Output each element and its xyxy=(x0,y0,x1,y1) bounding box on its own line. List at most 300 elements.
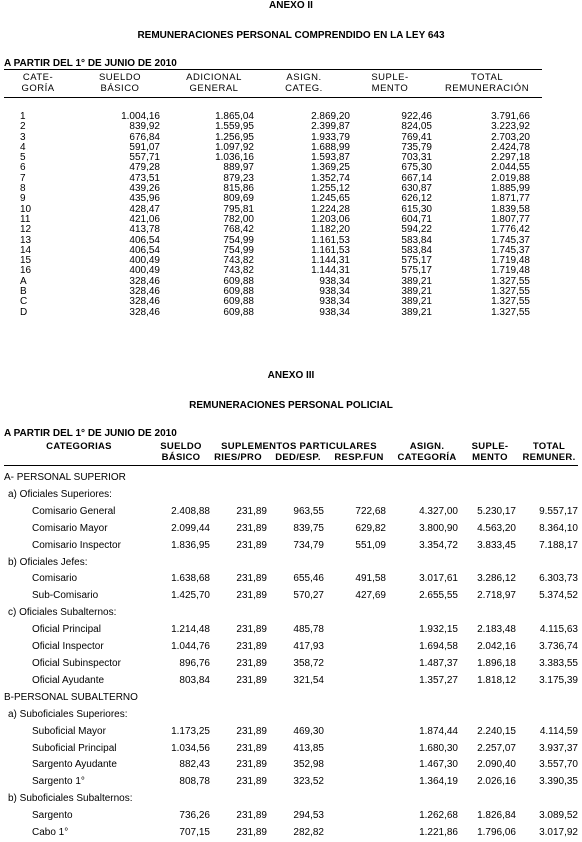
cell-riesgo xyxy=(210,690,267,707)
cell-total: 2.424,78 xyxy=(491,141,530,153)
cell-suple: 389,21 xyxy=(401,275,432,287)
cell-adicional: 768,42 xyxy=(223,224,254,236)
cell-categoria: 3 xyxy=(20,131,26,143)
table-row xyxy=(4,724,578,741)
cell-total xyxy=(516,791,578,808)
cell-respfun xyxy=(324,639,386,656)
cell-suple: 389,21 xyxy=(401,306,432,318)
cell-categoria: 14 xyxy=(20,244,32,256)
cell-sueldo: 2.099,44 xyxy=(171,522,210,534)
cell-dedicacion xyxy=(267,555,324,572)
cell-categoria: D xyxy=(20,306,28,318)
cell-sueldo xyxy=(154,555,210,572)
cell-suple xyxy=(458,707,516,724)
cell-categoria: Oficial Ayudante xyxy=(32,674,105,686)
table-row xyxy=(4,639,578,656)
cell-asign: 3.800,90 xyxy=(419,522,458,534)
cell-categoria: 2 xyxy=(20,121,26,133)
cell-sueldo: 406,54 xyxy=(129,244,160,256)
cell-respfun xyxy=(324,673,386,690)
cell-total: 3.383,55 xyxy=(539,657,578,669)
cell-adicional: 609,88 xyxy=(223,306,254,318)
cell-suple: 2.718,97 xyxy=(477,590,516,602)
cell-sueldo: 421,06 xyxy=(129,213,160,225)
cell-suple xyxy=(458,690,516,707)
cell-dedicacion xyxy=(267,605,324,622)
cell-asign: 1.144,31 xyxy=(311,265,350,277)
cell-categoria: B-PERSONAL SUBALTERNO xyxy=(4,691,138,703)
cell-total: 3.390,35 xyxy=(539,776,578,788)
cell-suple: 389,21 xyxy=(401,296,432,308)
cell-total: 4.114,59 xyxy=(539,725,578,737)
cell-asign: 1.593,87 xyxy=(311,152,350,164)
cell-sueldo: 803,84 xyxy=(179,674,210,686)
cell-respfun xyxy=(324,470,386,487)
cell-asign: 1.352,74 xyxy=(311,172,350,184)
anexo3-header-rule xyxy=(4,465,578,466)
cell-asign: 1.161,53 xyxy=(311,234,350,246)
cell-dedicacion: 282,82 xyxy=(293,827,324,839)
table-row xyxy=(4,757,578,774)
cell-suple xyxy=(458,605,516,622)
cell-sueldo: 707,15 xyxy=(179,827,210,839)
anexo3-header-cat: CATEGORIAS xyxy=(46,441,112,452)
cell-asign: 1.688,99 xyxy=(311,141,350,153)
cell-dedicacion xyxy=(267,707,324,724)
cell-sueldo: 328,46 xyxy=(129,275,160,287)
cell-adicional: 609,88 xyxy=(223,286,254,298)
table-row xyxy=(4,521,578,538)
cell-adicional: 1.865,04 xyxy=(215,111,254,122)
cell-riesgo xyxy=(210,555,267,572)
cell-categoria: Sargento xyxy=(32,810,73,822)
cell-adicional: 795,81 xyxy=(223,203,254,215)
table-row xyxy=(20,308,530,318)
cell-total: 1.327,55 xyxy=(491,286,530,298)
section-row xyxy=(4,555,578,572)
table-row xyxy=(4,588,578,605)
cell-adicional: 782,00 xyxy=(223,213,254,225)
anexo2-top-rule xyxy=(4,69,542,70)
cell-asign xyxy=(386,487,458,504)
cell-sueldo: 676,84 xyxy=(129,131,160,143)
cell-adicional: 609,88 xyxy=(223,275,254,287)
cell-dedicacion: 839,75 xyxy=(293,522,324,534)
table-row xyxy=(4,741,578,758)
cell-respfun xyxy=(324,808,386,825)
cell-suple: 583,84 xyxy=(401,234,432,246)
cell-asign: 1.262,68 xyxy=(419,810,458,822)
section-row xyxy=(4,690,578,707)
cell-respfun xyxy=(324,487,386,504)
cell-dedicacion: 323,52 xyxy=(293,776,324,788)
cell-total: 9.557,17 xyxy=(539,505,578,517)
cell-adicional: 754,99 xyxy=(223,244,254,256)
anexo2-header-asign: ASIGN. CATEG. xyxy=(285,72,323,94)
cell-total: 1.327,55 xyxy=(491,296,530,308)
cell-adicional: 743,82 xyxy=(223,255,254,267)
cell-asign: 938,34 xyxy=(319,296,350,308)
cell-respfun xyxy=(324,724,386,741)
cell-riesgo: 231,89 xyxy=(236,590,267,602)
cell-sueldo xyxy=(154,470,210,487)
cell-asign: 938,34 xyxy=(319,275,350,287)
cell-total: 1.327,55 xyxy=(491,306,530,318)
section-row xyxy=(4,470,578,487)
cell-asign: 1.182,20 xyxy=(311,224,350,236)
cell-categoria: C xyxy=(20,296,28,308)
cell-dedicacion: 963,55 xyxy=(293,505,324,517)
anexo3-header-riesgo: RIES/PRO xyxy=(214,452,262,463)
cell-riesgo: 231,89 xyxy=(236,725,267,737)
cell-categoria: 9 xyxy=(20,193,26,205)
cell-riesgo: 231,89 xyxy=(236,641,267,653)
cell-suple: 675,30 xyxy=(401,162,432,174)
cell-asign: 1.161,53 xyxy=(311,244,350,256)
table-row xyxy=(4,656,578,673)
cell-respfun xyxy=(324,656,386,673)
cell-sueldo xyxy=(154,605,210,622)
table-row xyxy=(20,297,530,307)
cell-categoria: c) Oficiales Subalternos: xyxy=(8,607,117,619)
cell-dedicacion xyxy=(267,690,324,707)
cell-categoria: Oficial Subinspector xyxy=(32,657,121,669)
anexo2-date-label: A PARTIR DEL 1° DE JUNIO DE 2010 xyxy=(4,58,177,69)
anexo2-header-sueldo: SUELDO BÁSICO xyxy=(98,72,142,94)
cell-riesgo xyxy=(210,707,267,724)
cell-adicional: 1.559,95 xyxy=(215,121,254,133)
anexo3-title: ANEXO III xyxy=(267,370,315,381)
cell-sueldo: 2.408,88 xyxy=(171,505,210,517)
table-row xyxy=(20,205,530,215)
cell-riesgo: 231,89 xyxy=(236,674,267,686)
cell-suple: 824,05 xyxy=(401,121,432,133)
cell-asign: 1.203,06 xyxy=(311,213,350,225)
cell-total: 6.303,73 xyxy=(539,573,578,585)
cell-total: 3.175,39 xyxy=(539,674,578,686)
cell-total: 3.223,92 xyxy=(491,121,530,133)
cell-categoria: 7 xyxy=(20,172,26,184)
cell-total: 1.327,55 xyxy=(491,275,530,287)
table-row xyxy=(20,236,530,246)
cell-sueldo: 591,07 xyxy=(129,141,160,153)
table-row xyxy=(20,163,530,173)
cell-asign: 2.655,55 xyxy=(419,590,458,602)
cell-riesgo xyxy=(210,605,267,622)
cell-asign: 1.364,19 xyxy=(419,776,458,788)
cell-adicional: 815,86 xyxy=(223,183,254,195)
cell-dedicacion xyxy=(267,791,324,808)
cell-categoria: Sargento 1° xyxy=(32,776,85,788)
cell-dedicacion: 734,79 xyxy=(293,539,324,551)
cell-respfun: 427,69 xyxy=(355,590,386,602)
cell-suple: 575,17 xyxy=(401,265,432,277)
cell-sueldo: 413,78 xyxy=(129,224,160,236)
cell-categoria: A xyxy=(20,275,27,287)
cell-sueldo xyxy=(154,690,210,707)
cell-dedicacion: 469,30 xyxy=(293,725,324,737)
cell-categoria: Suboficial Mayor xyxy=(32,725,106,737)
cell-sueldo: 557,71 xyxy=(129,152,160,164)
cell-total: 2.703,20 xyxy=(491,131,530,143)
table-row xyxy=(20,143,530,153)
table-row xyxy=(4,571,578,588)
cell-total: 3.937,37 xyxy=(539,742,578,754)
cell-asign: 1.932,15 xyxy=(419,624,458,636)
table-row xyxy=(4,808,578,825)
cell-sueldo xyxy=(154,791,210,808)
cell-respfun: 629,82 xyxy=(355,522,386,534)
cell-riesgo: 231,89 xyxy=(236,759,267,771)
cell-suple: 594,22 xyxy=(401,224,432,236)
anexo2-header-rule xyxy=(4,97,542,98)
cell-suple: 2.042,16 xyxy=(477,641,516,653)
cell-asign: 1.467,30 xyxy=(419,759,458,771)
cell-total: 2.044,55 xyxy=(491,162,530,174)
cell-adicional: 754,99 xyxy=(223,234,254,246)
cell-respfun xyxy=(324,690,386,707)
cell-sueldo: 736,26 xyxy=(179,810,210,822)
cell-riesgo: 231,89 xyxy=(236,742,267,754)
cell-suple: 667,14 xyxy=(401,172,432,184)
cell-riesgo: 231,89 xyxy=(236,776,267,788)
anexo2-header-total: TOTAL REMUNERACIÓN xyxy=(444,72,530,94)
cell-total: 3.557,70 xyxy=(539,759,578,771)
cell-dedicacion: 413,85 xyxy=(293,742,324,754)
cell-categoria: A- PERSONAL SUPERIOR xyxy=(4,472,126,483)
cell-suple: 769,41 xyxy=(401,131,432,143)
cell-asign: 1.245,65 xyxy=(311,193,350,205)
cell-categoria: b) Oficiales Jefes: xyxy=(8,556,88,568)
table-row xyxy=(20,112,530,122)
cell-total: 2.297,18 xyxy=(491,152,530,164)
cell-riesgo xyxy=(210,487,267,504)
cell-asign: 938,34 xyxy=(319,306,350,318)
section-row xyxy=(4,791,578,808)
cell-categoria: Comisario General xyxy=(32,505,116,517)
cell-sueldo xyxy=(154,707,210,724)
cell-respfun xyxy=(324,741,386,758)
cell-total: 1.807,77 xyxy=(491,213,530,225)
cell-categoria: Suboficial Principal xyxy=(32,742,117,754)
cell-riesgo: 231,89 xyxy=(236,505,267,517)
anexo3-header-total: TOTAL REMUNER. xyxy=(522,441,576,463)
cell-sueldo: 1.004,16 xyxy=(121,111,160,122)
cell-suple: 703,31 xyxy=(401,152,432,164)
cell-suple xyxy=(458,555,516,572)
cell-sueldo: 439,26 xyxy=(129,183,160,195)
cell-sueldo: 882,43 xyxy=(179,759,210,771)
cell-suple: 575,17 xyxy=(401,255,432,267)
cell-suple xyxy=(458,470,516,487)
cell-categoria: Cabo 1° xyxy=(32,827,69,839)
cell-categoria: 12 xyxy=(20,224,32,236)
cell-respfun xyxy=(324,774,386,791)
cell-sueldo: 400,49 xyxy=(129,255,160,267)
table-row xyxy=(20,133,530,143)
cell-total: 1.776,42 xyxy=(491,224,530,236)
cell-adicional: 889,97 xyxy=(223,162,254,174)
cell-sueldo: 428,47 xyxy=(129,203,160,215)
cell-adicional: 609,88 xyxy=(223,296,254,308)
cell-suple: 2.090,40 xyxy=(477,759,516,771)
table-row xyxy=(20,225,530,235)
cell-adicional: 879,23 xyxy=(223,172,254,184)
cell-suple xyxy=(458,487,516,504)
section-row xyxy=(4,487,578,504)
cell-sueldo: 1.034,56 xyxy=(171,742,210,754)
cell-riesgo: 231,89 xyxy=(236,573,267,585)
cell-total: 5.374,52 xyxy=(539,590,578,602)
anexo2-title: ANEXO II xyxy=(269,0,313,11)
cell-asign: 3.354,72 xyxy=(419,539,458,551)
table-row xyxy=(20,256,530,266)
cell-suple: 1.826,84 xyxy=(477,810,516,822)
cell-sueldo: 328,46 xyxy=(129,306,160,318)
cell-total: 1.745,37 xyxy=(491,234,530,246)
section-row xyxy=(4,707,578,724)
cell-total xyxy=(516,487,578,504)
cell-suple: 1.796,06 xyxy=(477,827,516,839)
table-row xyxy=(4,504,578,521)
cell-asign: 1.221,86 xyxy=(419,827,458,839)
cell-sueldo: 435,96 xyxy=(129,193,160,205)
cell-dedicacion: 358,72 xyxy=(293,657,324,669)
cell-total: 1.745,37 xyxy=(491,244,530,256)
cell-categoria: 13 xyxy=(20,234,32,246)
cell-categoria: Comisario Inspector xyxy=(32,539,121,551)
cell-total xyxy=(516,605,578,622)
cell-riesgo: 231,89 xyxy=(236,657,267,669)
cell-adicional: 809,69 xyxy=(223,193,254,205)
cell-suple: 2.240,15 xyxy=(477,725,516,737)
cell-asign: 938,34 xyxy=(319,286,350,298)
table-row xyxy=(20,122,530,132)
anexo3-subtitle: REMUNERACIONES PERSONAL POLICIAL xyxy=(189,400,393,411)
cell-suple: 2.026,16 xyxy=(477,776,516,788)
table-row xyxy=(4,673,578,690)
cell-sueldo: 896,76 xyxy=(179,657,210,669)
cell-total: 3.089,52 xyxy=(539,810,578,822)
cell-respfun xyxy=(324,757,386,774)
cell-asign: 4.327,00 xyxy=(419,505,458,517)
cell-adicional: 1.097,92 xyxy=(215,141,254,153)
cell-total: 1.839,58 xyxy=(491,203,530,215)
cell-total: 1.719,48 xyxy=(491,265,530,277)
cell-suple: 4.563,20 xyxy=(477,522,516,534)
cell-adicional: 743,82 xyxy=(223,265,254,277)
cell-categoria: Comisario xyxy=(32,573,78,585)
cell-sueldo: 1.214,48 xyxy=(171,624,210,636)
cell-categoria: Sargento Ayudante xyxy=(32,759,117,771)
cell-asign: 2.399,87 xyxy=(311,121,350,133)
cell-asign: 1.680,30 xyxy=(419,742,458,754)
cell-categoria: 8 xyxy=(20,183,26,195)
cell-categoria: 15 xyxy=(20,255,32,267)
cell-dedicacion: 352,98 xyxy=(293,759,324,771)
cell-asign xyxy=(386,605,458,622)
cell-asign: 1.144,31 xyxy=(311,255,350,267)
cell-suple: 1.896,18 xyxy=(477,657,516,669)
cell-total: 3.791,66 xyxy=(491,111,530,122)
cell-categoria: B xyxy=(20,286,27,298)
cell-categoria: 6 xyxy=(20,162,26,174)
table-row xyxy=(4,622,578,639)
cell-asign: 1.874,44 xyxy=(419,725,458,737)
cell-respfun: 491,58 xyxy=(355,573,386,585)
cell-sueldo: 1.638,68 xyxy=(171,573,210,585)
cell-riesgo: 231,89 xyxy=(236,522,267,534)
anexo2-header-adicional: ADICIONAL GENERAL xyxy=(186,72,242,94)
cell-asign xyxy=(386,555,458,572)
cell-sueldo: 1.044,76 xyxy=(171,641,210,653)
table-row xyxy=(20,184,530,194)
table-row xyxy=(20,215,530,225)
cell-total xyxy=(516,470,578,487)
cell-categoria: 1 xyxy=(20,111,26,122)
cell-total: 3.736,74 xyxy=(539,641,578,653)
table-row xyxy=(20,153,530,163)
cell-respfun xyxy=(324,605,386,622)
cell-suple: 626,12 xyxy=(401,193,432,205)
cell-categoria: b) Suboficiales Subalternos: xyxy=(8,793,133,805)
cell-total: 1.885,99 xyxy=(491,183,530,195)
cell-sueldo: 1.836,95 xyxy=(171,539,210,551)
cell-dedicacion xyxy=(267,487,324,504)
cell-asign: 1.369,25 xyxy=(311,162,350,174)
cell-riesgo: 231,89 xyxy=(236,624,267,636)
cell-categoria: 10 xyxy=(20,203,32,215)
section-row xyxy=(4,605,578,622)
cell-asign xyxy=(386,470,458,487)
cell-respfun: 722,68 xyxy=(355,505,386,517)
cell-asign: 2.869,20 xyxy=(311,111,350,122)
cell-sueldo: 406,54 xyxy=(129,234,160,246)
table-row xyxy=(4,774,578,791)
cell-categoria: 4 xyxy=(20,141,26,153)
cell-total: 4.115,63 xyxy=(539,624,578,636)
anexo3-date-label: A PARTIR DEL 1° DE JUNIO DE 2010 xyxy=(4,428,177,439)
cell-total xyxy=(516,690,578,707)
cell-suple: 922,46 xyxy=(401,111,432,122)
cell-categoria: 11 xyxy=(20,213,31,225)
table-row xyxy=(20,287,530,297)
cell-asign: 3.017,61 xyxy=(419,573,458,585)
anexo3-header-sueldo: SUELDO BÁSICO xyxy=(160,441,202,463)
anexo2-header-suple: SUPLE- MENTO xyxy=(371,72,409,94)
cell-respfun xyxy=(324,825,386,842)
cell-adicional: 1.256,95 xyxy=(215,131,254,143)
cell-dedicacion: 294,53 xyxy=(293,810,324,822)
cell-suple: 2.183,48 xyxy=(477,624,516,636)
cell-suple: 604,71 xyxy=(401,213,432,225)
cell-total: 1.719,48 xyxy=(491,255,530,267)
cell-suple: 3.286,12 xyxy=(477,573,516,585)
cell-sueldo: 839,92 xyxy=(129,121,160,133)
table-row xyxy=(4,825,578,842)
table-row xyxy=(20,194,530,204)
cell-suple: 389,21 xyxy=(401,286,432,298)
cell-sueldo: 479,28 xyxy=(129,162,160,174)
anexo3-table xyxy=(4,470,578,842)
cell-total: 8.364,10 xyxy=(539,522,578,534)
cell-categoria: a) Oficiales Superiores: xyxy=(8,488,112,500)
cell-respfun: 551,09 xyxy=(355,539,386,551)
cell-suple xyxy=(458,791,516,808)
cell-sueldo: 1.173,25 xyxy=(171,725,210,737)
cell-asign: 1.357,27 xyxy=(419,674,458,686)
cell-total: 1.871,77 xyxy=(491,193,530,205)
